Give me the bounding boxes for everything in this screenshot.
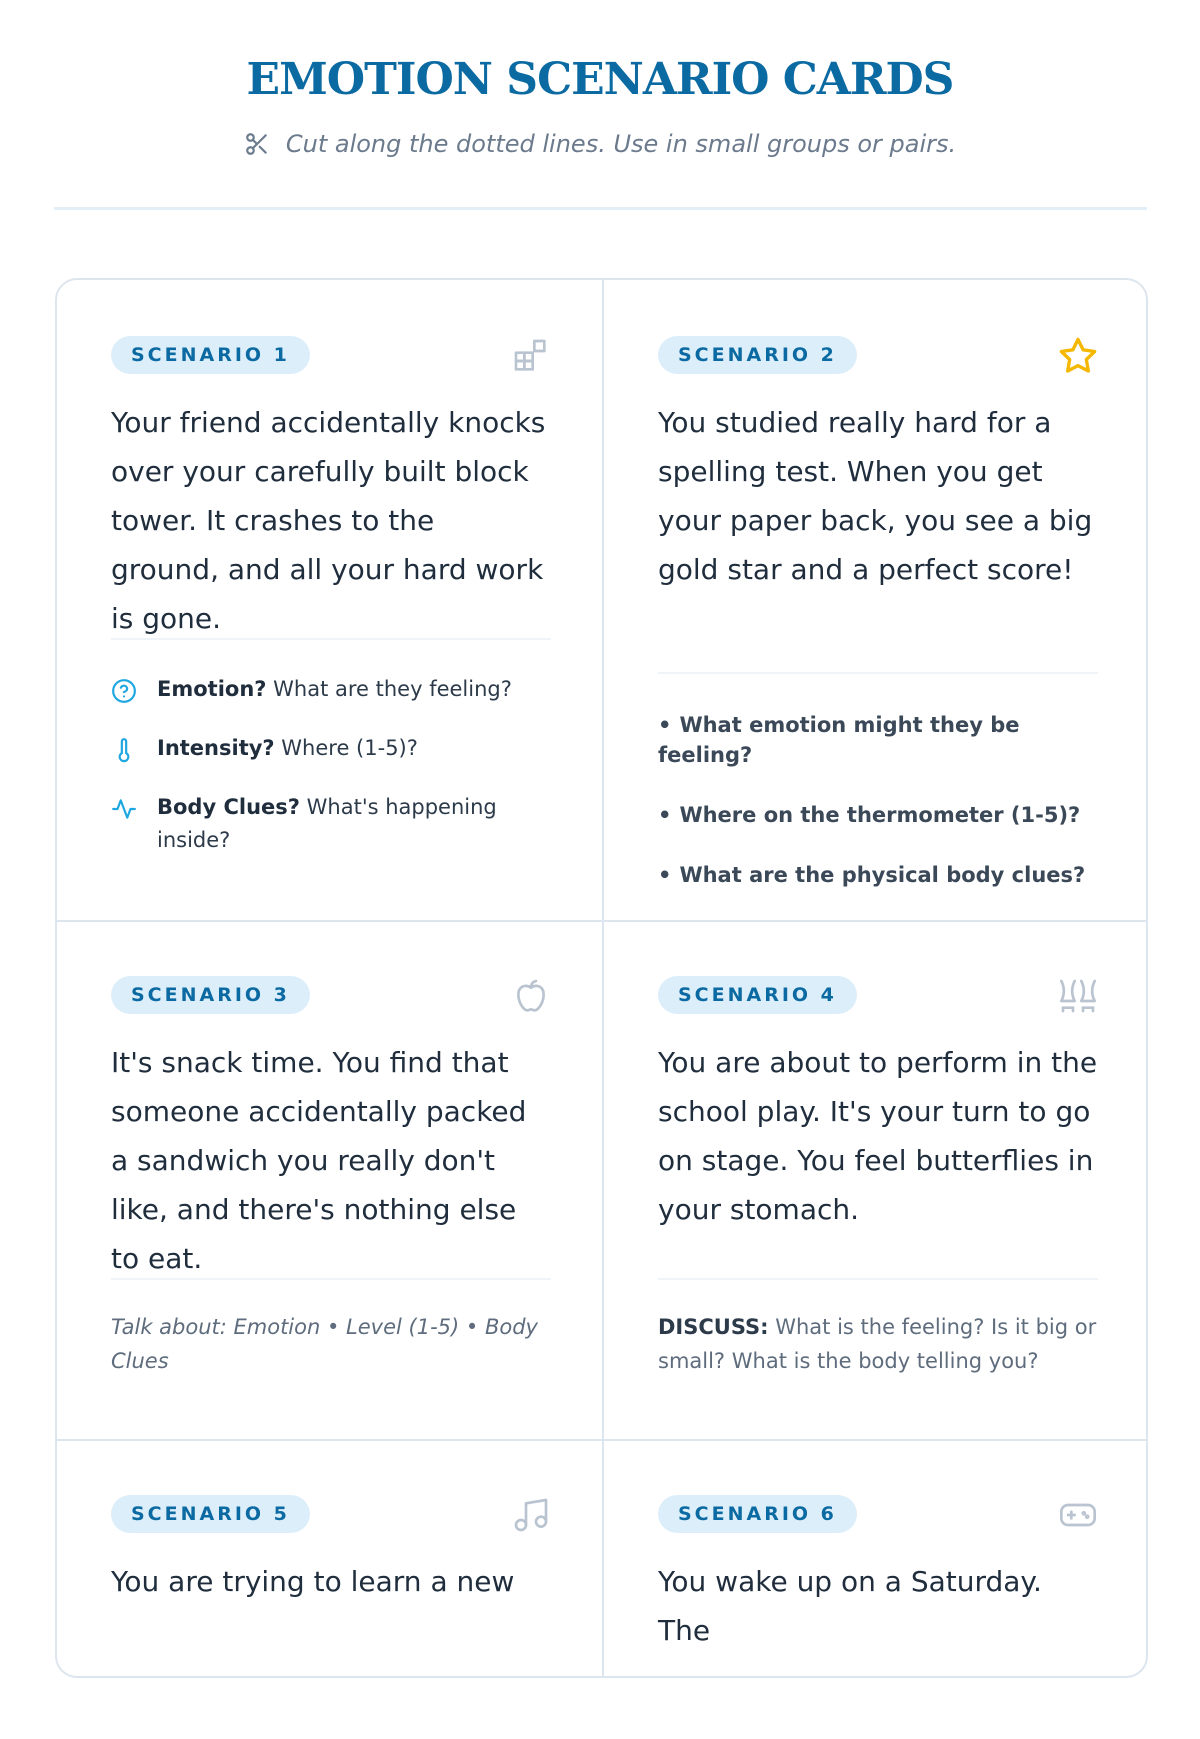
scenario-text: You are about to perform in the school play. It's your turn to go on stage. You feel butterflies in your stomach. (658, 1046, 1098, 1226)
scenario-badge: SCENARIO 1 (111, 336, 310, 374)
question-circle-icon (111, 678, 137, 704)
scenario-badge: SCENARIO 3 (111, 976, 310, 1014)
card-divider (111, 638, 551, 640)
scenario-badge: SCENARIO 6 (658, 1495, 857, 1533)
apple-icon (511, 976, 551, 1016)
subtitle-text: Cut along the dotted lines. Use in small groups or pairs. (285, 130, 957, 158)
scissors-icon (244, 131, 270, 157)
scenario-text: It's snack time. You find that someone accidentally packed a sandwich you really don't like, and there's nothing else to eat. (111, 1046, 527, 1275)
header-divider (54, 207, 1147, 210)
discuss-body: What is the feeling? Is it big or small? What is the body telling you? (658, 1315, 1097, 1373)
scenario-text: You are trying to learn a new (111, 1565, 515, 1598)
music-icon (511, 1495, 551, 1535)
star-icon (1058, 336, 1098, 376)
blocks-icon (511, 336, 551, 376)
scenario-badge: SCENARIO 2 (658, 336, 857, 374)
prompt-label: Intensity? (157, 736, 275, 760)
discuss-label: DISCUSS: (658, 1315, 769, 1339)
scenario-badge: SCENARIO 4 (658, 976, 857, 1014)
page-subtitle (0, 130, 1200, 158)
prompt-list (111, 673, 551, 883)
prompt-text: What's happening inside? (157, 795, 497, 852)
scenario-text: Your friend accidentally knocks over your carefully built block tower. It crashes to the ground, and all your hard work is gone. (111, 406, 546, 635)
prompt-label: Emotion? (157, 677, 267, 701)
bullet-item: • Where on the thermometer (1-5)? (658, 800, 1118, 830)
bullet-item: • What emotion might they be feeling? (658, 710, 1118, 770)
pulse-icon (111, 796, 137, 822)
scenario-card-3 (57, 920, 602, 1439)
discuss-text (658, 1310, 1098, 1378)
prompt-body-clues (111, 791, 551, 857)
scenario-badge: SCENARIO 5 (111, 1495, 310, 1533)
scenario-text: You wake up on a Saturday. The (658, 1565, 1042, 1647)
card-divider (658, 1278, 1098, 1280)
gamepad-icon (1058, 1495, 1098, 1535)
scenario-text: You studied really hard for a spelling test. When you get your paper back, you see a big gold star and a perfect score! (658, 406, 1093, 586)
scenario-card-1 (57, 280, 602, 920)
bullet-list (658, 710, 1118, 920)
prompt-text: What are they feeling? (273, 677, 512, 701)
prompt-text: Where (1-5)? (281, 736, 418, 760)
card-grid (55, 278, 1148, 1678)
card-divider (658, 672, 1098, 674)
scenario-card-5 (57, 1439, 602, 1739)
page-title: EMOTION SCENARIO CARDS (246, 54, 954, 105)
scenario-card-6 (604, 1439, 1149, 1739)
theater-icon (1058, 976, 1098, 1016)
card-divider (111, 1278, 551, 1280)
prompt-emotion (111, 673, 551, 706)
scenario-card-4 (604, 920, 1149, 1439)
bullet-item: • What are the physical body clues? (658, 860, 1118, 890)
prompt-label: Body Clues? (157, 795, 300, 819)
thermometer-icon (111, 737, 137, 763)
scenario-card-2 (604, 280, 1149, 920)
prompt-intensity (111, 732, 551, 765)
talk-about-text: Talk about: Emotion • Level (1-5) • Body Clues (111, 1315, 538, 1373)
